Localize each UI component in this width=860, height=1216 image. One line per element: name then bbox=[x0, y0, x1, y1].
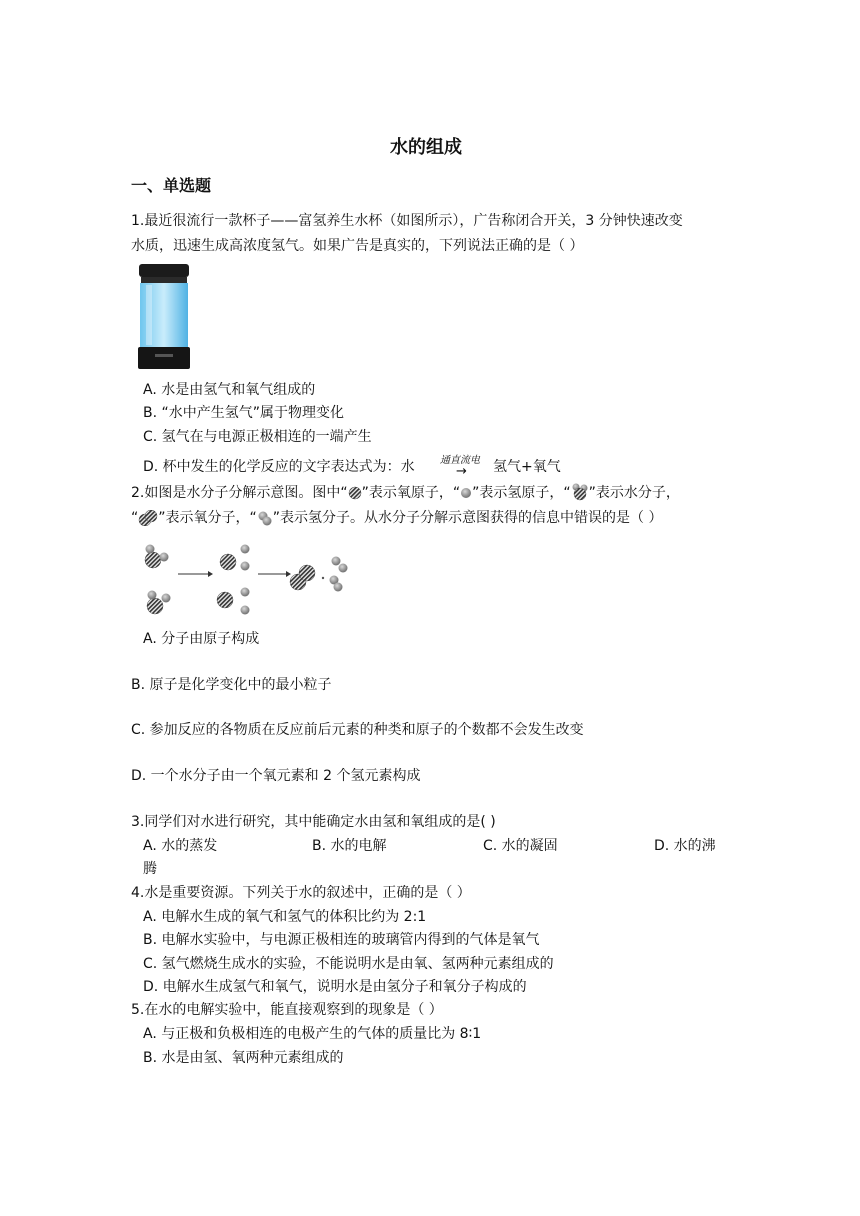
page-title: 水的组成 bbox=[390, 137, 462, 158]
water-molecule-icon bbox=[145, 545, 169, 569]
q3-option-d-continued: 腾 bbox=[143, 861, 157, 877]
q3-stem: 3.同学们对水进行研究，其中能确定水由氢和氧组成的是( ) bbox=[131, 814, 496, 830]
hydrogen-atom-icon bbox=[241, 606, 250, 615]
hydrogen-atom-icon bbox=[241, 588, 250, 597]
q4-option-c[interactable]: C. 氢气燃烧生成水的实验，不能说明水是由氧、氢两种元素组成的 bbox=[143, 956, 554, 972]
q1-option-d-products: 氢气+氧气 bbox=[493, 459, 561, 475]
q2-option-a[interactable]: A. 分子由原子构成 bbox=[143, 631, 260, 647]
q4-option-a[interactable]: A. 电解水生成的氧气和氢气的体积比约为 2:1 bbox=[143, 909, 427, 925]
q2-option-c[interactable]: C. 参加反应的各物质在反应前后元素的种类和原子的个数都不会发生改变 bbox=[131, 722, 584, 738]
q2-text: ”表示水分子， bbox=[588, 485, 680, 501]
q4-option-b[interactable]: B. 电解水实验中，与电源正极相连的玻璃管内得到的气体是氧气 bbox=[143, 932, 540, 948]
q1-option-c[interactable]: C. 氢气在与电源正极相连的一端产生 bbox=[143, 429, 372, 445]
q3-option-d[interactable]: D. 水的沸 bbox=[654, 838, 716, 854]
q2-text: “ bbox=[131, 510, 139, 526]
hydrogen-atom-icon bbox=[460, 486, 472, 500]
q2-option-d[interactable]: D. 一个水分子由一个氧元素和 2 个氢元素构成 bbox=[131, 768, 421, 784]
q4-option-d[interactable]: D. 电解水生成氢气和氧气，说明水是由氢分子和氧分子构成的 bbox=[143, 979, 527, 995]
water-molecule-icon bbox=[147, 591, 171, 615]
q1-stem-line2: 水质，迅速生成高浓度氢气。如果广告是真实的，下列说法正确的是（ ） bbox=[131, 238, 584, 254]
hydrogen-atom-icon bbox=[241, 545, 250, 554]
hydrogen-water-cup-image bbox=[135, 263, 193, 371]
reaction-condition-label: 通直流电 bbox=[440, 455, 480, 466]
oxygen-atom-icon bbox=[217, 592, 233, 608]
q2-text: ”表示氢分子。从水分子分解示意图获得的信息中错误的是（ ） bbox=[272, 510, 663, 526]
q2-text: ”表示氧原子，“ bbox=[361, 485, 461, 501]
q3-option-a[interactable]: A. 水的蒸发 bbox=[143, 838, 218, 854]
water-molecule-icon bbox=[571, 483, 589, 501]
hydrogen-molecule-icon bbox=[330, 576, 343, 592]
q2-text: ”表示氢原子，“ bbox=[472, 485, 571, 501]
q1-option-d[interactable]: D. 杯中发生的化学反应的文字表达式为：水 bbox=[143, 459, 415, 475]
q2-stem-line1 bbox=[131, 483, 680, 503]
oxygen-atom-icon bbox=[220, 554, 236, 570]
q4-stem: 4.水是重要资源。下列关于水的叙述中，正确的是（ ） bbox=[131, 885, 471, 901]
q3-option-b[interactable]: B. 水的电解 bbox=[312, 838, 387, 854]
q5-stem: 5.在水的电解实验中，能直接观察到的现象是（ ） bbox=[131, 1002, 443, 1018]
oxygen-molecule-icon bbox=[290, 565, 315, 590]
q1-stem-line1: 1.最近很流行一款杯子——富氢养生水杯（如图所示），广告称闭合开关，3 分钟快速改变 bbox=[131, 213, 683, 229]
oxygen-molecule-icon bbox=[138, 510, 158, 526]
hydrogen-molecule-icon bbox=[332, 557, 348, 573]
reaction-arrow-icon: → bbox=[456, 464, 467, 479]
water-decomposition-diagram bbox=[140, 540, 360, 618]
q5-option-b[interactable]: B. 水是由氢、氧两种元素组成的 bbox=[143, 1050, 344, 1066]
q1-option-b[interactable]: B. “水中产生氢气”属于物理变化 bbox=[143, 405, 345, 421]
q2-text: 2.如图是水分子分解示意图。图中“ bbox=[131, 485, 348, 501]
q2-option-b[interactable]: B. 原子是化学变化中的最小粒子 bbox=[131, 677, 332, 693]
q1-option-a[interactable]: A. 水是由氢气和氧气组成的 bbox=[143, 382, 316, 398]
section-heading: 一、单选题 bbox=[131, 176, 212, 195]
q2-text: ”表示氧分子，“ bbox=[158, 510, 257, 526]
hydrogen-atom-icon bbox=[241, 562, 250, 571]
hydrogen-molecule-icon bbox=[257, 510, 273, 526]
q5-option-a[interactable]: A. 与正极和负极相连的电极产生的气体的质量比为 8∶1 bbox=[143, 1026, 482, 1042]
oxygen-atom-icon bbox=[348, 486, 362, 500]
q2-stem-line2 bbox=[131, 508, 662, 528]
q3-option-c[interactable]: C. 水的凝固 bbox=[483, 838, 558, 854]
